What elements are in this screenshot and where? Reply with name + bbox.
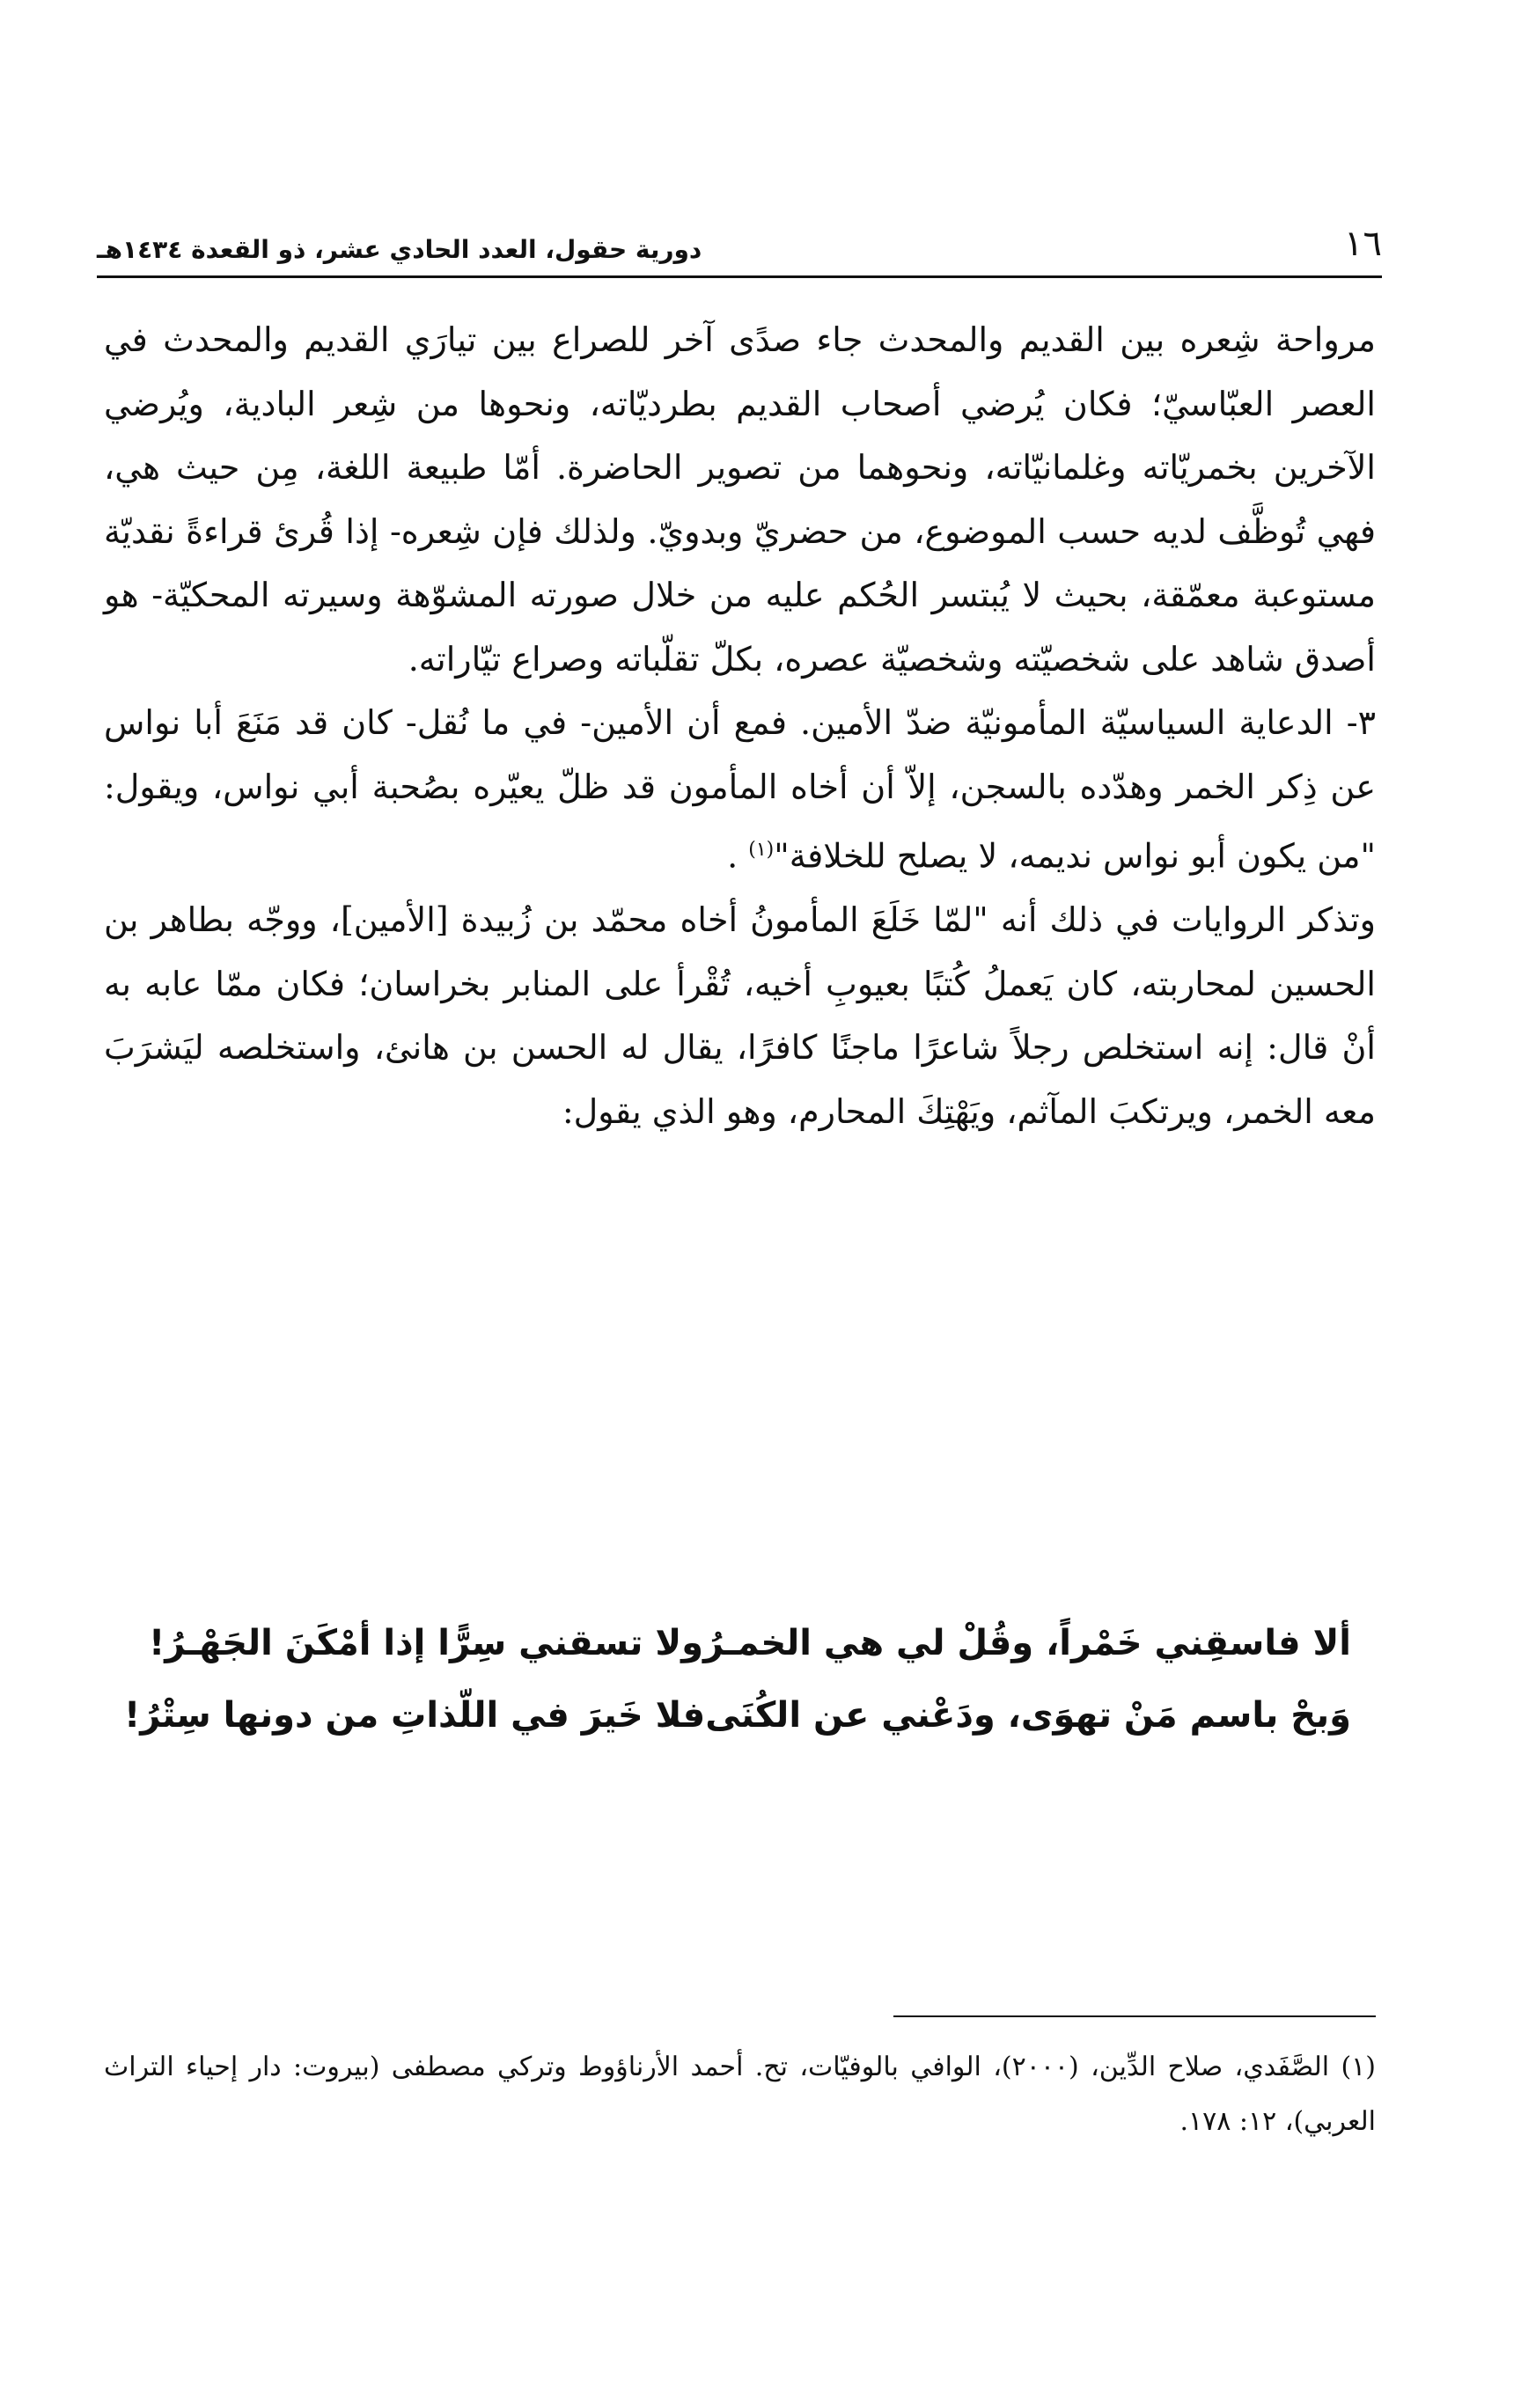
verse-line-2 — [123, 1679, 1351, 1751]
page-number: ١٦ — [1344, 224, 1382, 264]
verse-hemistich-first: ألا فاسقِني خَمْراً، وقُلْ لي هي الخمـرُ — [703, 1623, 1351, 1663]
footnote — [104, 2040, 1376, 2149]
paragraph-3: وتذكر الروايات في ذلك أنه "لمّا خَلَعَ المأمونُ أخاه محمّد بن زُبيدة [الأمين]، ووجّه بطاهر بن الحسين لمحاربته، كان يَعملُ كُتبًا بعيوبِ أخيه، تُقْرأ على المنابر بخراسان؛ فكان ممّا عابه به أنْ قال: إنه استخلص رجلاً شاعرًا ماجنًا كافرًا، يقال له الحسن بن هانئ، واستخلصه ليَشرَبَ معه الخمر، ويرتكبَ المآثم، ويَهْتِكَ المحارم، وهو الذي يقول: — [104, 900, 1376, 1131]
paragraph-2-end: . — [727, 836, 749, 876]
paragraph-2-text: ٣- الدعاية السياسيّة المأمونيّة ضدّ الأمين. فمع أن الأمين- في ما نُقل- كان قد مَنَعَ أبا نواس عن ذِكر الخمر وهدّده بالسجن، إلاّ أن أخاه المأمون قد ظلّ يعيّره بصُحبة أبي نواس، ويقول: "من يكون أبو نواس نديمه، لا يصلح للخلافة" — [104, 703, 1376, 876]
verse-hemistich-second: ولا تسقني سِرًّا إذا أمْكَنَ الجَهْـرُ! — [149, 1623, 703, 1663]
main-text — [104, 308, 1376, 1143]
footnote-rule — [893, 2015, 1376, 2017]
verse-hemistich-second: فلا خَيرَ في اللّذاتِ من دونها سِتْرُ! — [123, 1695, 706, 1736]
paragraph-2 — [104, 691, 1376, 888]
header-rule — [97, 275, 1382, 278]
running-title: دورية حقول، العدد الحادي عشر، ذو القعدة ١٤٣٤هـ — [97, 235, 702, 264]
page-header — [97, 211, 1382, 264]
footnote-text: (١) الصَّفَدي، صلاح الدِّين، (٢٠٠٠)، الوافي بالوفيّات، تح. أحمد الأرناؤوط وتركي مصطفى (بيروت: دار إحياء التراث العربي)، ١٢: ١٧٨. — [104, 2052, 1376, 2137]
paragraph-1: مرواحة شِعره بين القديم والمحدث جاء صدًى آخر للصراع بين تيارَي القديم والمحدث في العصر العبّاسيّ؛ فكان يُرضي أصحاب القديم بطرديّاته، ونحوها من شِعر البادية، ويُرضي الآخرين بخمريّاته وغلمانيّاته، ونحوهما من تصوير الحاضرة. أمّا طبيعة اللغة، مِن حيث هي، فهي تُوظَّف لديه حسب الموضوع، من حضريّ وبدويّ. ولذلك فإن شِعره- إذا قُرئ قراءةً نقديّة مستوعبة معمّقة، بحيث لا يُبتسر الحُكم عليه من خلال صورته المشوّهة وسيرته المحكيّة- هو أصدق شاهد على شخصيّته وشخصيّة عصره، بكلّ تقلّباته وصراع تيّاراته. — [104, 320, 1376, 679]
footnote-ref: (١) — [748, 839, 775, 861]
verse-line-1 — [149, 1607, 1351, 1679]
poem-verse — [123, 1607, 1351, 1751]
verse-hemistich-first: وَبحْ باسم مَنْ تهوَى، ودَعْني عن الكُنَى — [705, 1695, 1351, 1736]
